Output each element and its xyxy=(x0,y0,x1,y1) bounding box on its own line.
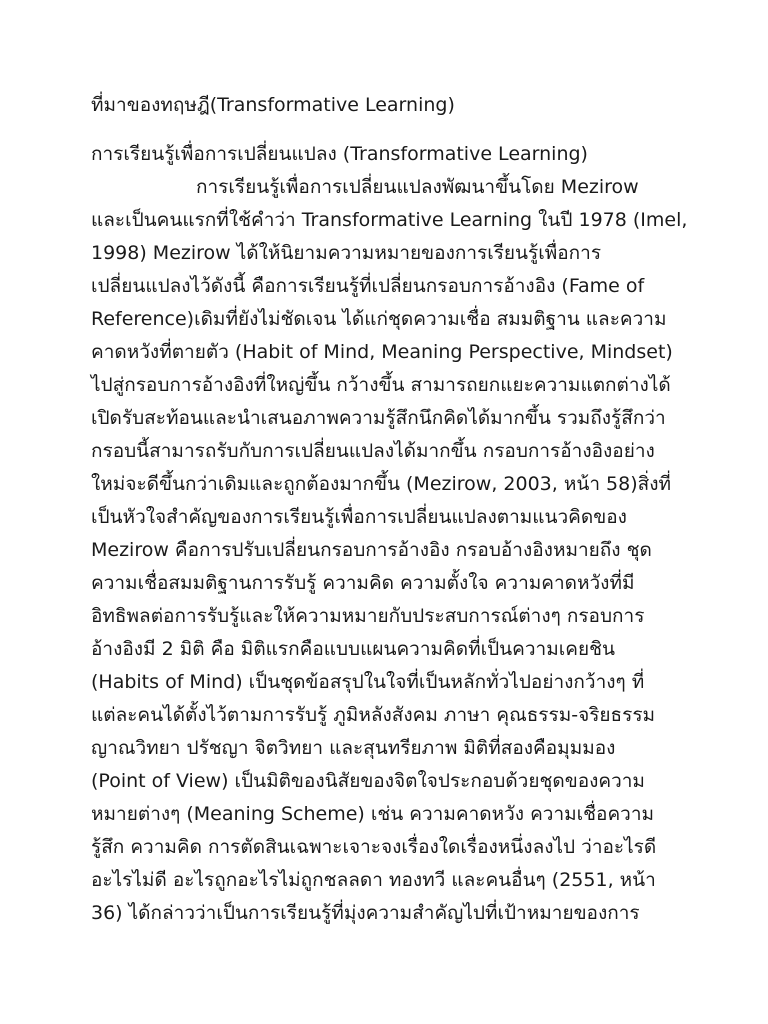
paragraph-line: (Point of View) เป็นมิติของนิสัยของจิตใจประกอบด้วยชุดของความ xyxy=(91,770,645,792)
paragraph-line: อะไรไม่ดี อะไรถูกอะไรไม่ถูกชลลดา ทองทวี และคนอื่นๆ (2551, หน้า xyxy=(91,869,656,891)
paragraph-line: รู้สึก ความคิด การตัดสินเฉพาะเจาะจงเรื่องใดเรื่องหนึ่งลงไป ว่าอะไรดี xyxy=(91,836,657,858)
paragraph-line: Mezirow คือการปรับเปลี่ยนกรอบการอ้างอิง กรอบอ้างอิงหมายถึง ชุด xyxy=(91,539,652,561)
paragraph-line: ญาณวิทยา ปรัชญา จิตวิทยา และสุนทรียภาพ มิติที่สองคือมุมมอง xyxy=(91,737,616,759)
paragraph-line: ใหม่จะดีขึ้นกว่าเดิมและถูกต้องมากขึ้น (Mezirow, 2003, หน้า 58)สิ่งที่ xyxy=(91,473,672,495)
paragraph-line: การเรียนรู้เพื่อการเปลี่ยนแปลงพัฒนาขึ้นโดย Mezirow xyxy=(196,176,639,198)
paragraph-line: แต่ละคนได้ตั้งไว้ตามการรับรู้ ภูมิหลังสังคม ภาษา คุณธรรม-จริยธรรม xyxy=(91,704,656,726)
paragraph-line: คาดหวังที่ตายตัว (Habit of Mind, Meaning Perspective, Mindset) xyxy=(91,341,673,363)
paragraph-line: ไปสู่กรอบการอ้างอิงที่ใหญ่ขึ้น กว้างขึ้น สามารถยกแยะความแตกต่างได้ xyxy=(91,374,671,396)
paragraph-line: 1998) Mezirow ได้ให้นิยามความหมายของการเรียนรู้เพื่อการ xyxy=(91,242,602,264)
paragraph-line: อิทธิพลต่อการรับรู้และให้ความหมายกับประสบการณ์ต่างๆ กรอบการ xyxy=(91,605,645,627)
paragraph-line: และเป็นคนแรกที่ใช้คำว่า Transformative Learning ในปี 1978 (Imel, xyxy=(91,209,688,231)
paragraph-line: 36) ได้กล่าวว่าเป็นการเรียนรู้ที่มุ่งความสำคัญไปที่เป้าหมายของการ xyxy=(91,902,640,924)
section-heading: การเรียนรู้เพื่อการเปลี่ยนแปลง (Transformative Learning) xyxy=(91,143,588,165)
paragraph-line: หมายต่างๆ (Meaning Scheme) เช่น ความคาดหวัง ความเชื่อความ xyxy=(91,803,655,825)
paragraph-line: ความเชื่อสมมติฐานการรับรู้ ความคิด ความตั้งใจ ความคาดหวังที่มี xyxy=(91,572,635,594)
paragraph-line: เปลี่ยนแปลงไว้ดังนี้ คือการเรียนรู้ที่เปลี่ยนกรอบการอ้างอิง (Fame of xyxy=(91,275,645,297)
paragraph-line: Reference)เดิมที่ยังไม่ชัดเจน ได้แก่ชุดความเชื่อ สมมติฐาน และความ xyxy=(91,308,667,330)
paragraph-line: อ้างอิงมี 2 มิติ คือ มิติแรกคือแบบแผนความคิดที่เป็นความเคยชิน xyxy=(91,638,615,660)
paragraph-line: (Habits of Mind) เป็นชุดข้อสรุปในใจที่เป็นหลักทั่วไปอย่างกว้างๆ ที่ xyxy=(91,671,645,693)
paragraph-line: กรอบนี้สามารถรับกับการเปลี่ยนแปลงได้มากขึ้น กรอบการอ้างอิงอย่าง xyxy=(91,440,655,462)
document-title: ที่มาของทฤษฎี(Transformative Learning) xyxy=(91,94,455,116)
paragraph-line: เป็นหัวใจสำคัญของการเรียนรู้เพื่อการเปลี่ยนแปลงตามแนวคิดของ xyxy=(91,506,627,528)
paragraph-line: เปิดรับสะท้อนและนำเสนอภาพความรู้สึกนึกคิดได้มากขึ้น รวมถึงรู้สึกว่า xyxy=(91,407,666,429)
